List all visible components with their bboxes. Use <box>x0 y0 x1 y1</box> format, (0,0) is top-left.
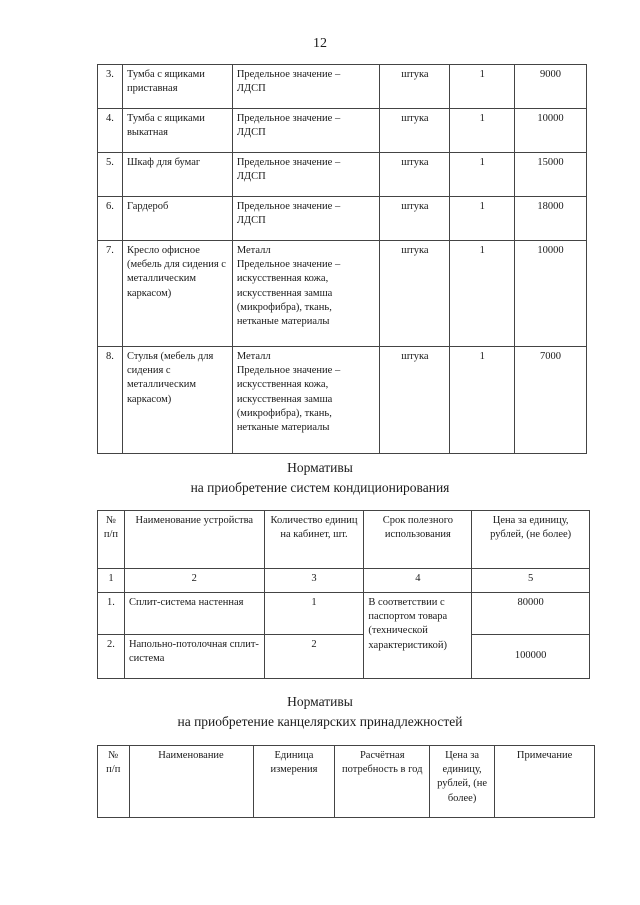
table-row <box>98 635 590 679</box>
item-name: Стулья (мебель для сидения с металлическим каркасом) <box>122 347 232 454</box>
column-number: 4 <box>364 569 472 593</box>
column-number: 3 <box>264 569 364 593</box>
item-unit: штука <box>380 109 450 153</box>
header-cell: Цена за единицу, рублей, (не более) <box>430 746 495 818</box>
item-qty: 1 <box>450 153 515 197</box>
item-unit: штука <box>380 65 450 109</box>
item-name: Гардероб <box>122 197 232 241</box>
table-row <box>98 347 587 454</box>
header-row <box>98 746 595 818</box>
header-cell: Единица измерения <box>253 746 335 818</box>
numbering-row <box>98 569 590 593</box>
device-price: 100000 <box>472 635 590 679</box>
table-row <box>98 153 587 197</box>
row-number: 7. <box>98 241 123 347</box>
section-title-line1: Нормативы <box>287 460 353 475</box>
column-number: 2 <box>124 569 264 593</box>
item-name: Шкаф для бумаг <box>122 153 232 197</box>
item-qty: 1 <box>450 347 515 454</box>
row-number: 3. <box>98 65 123 109</box>
item-qty: 1 <box>450 241 515 347</box>
section-title-line2: на приобретение канцелярских принадлежностей <box>177 713 463 729</box>
item-unit: штука <box>380 197 450 241</box>
stationery-table <box>97 745 595 818</box>
item-name: Тумба с ящиками выкатная <box>122 109 232 153</box>
device-qty: 2 <box>264 635 364 679</box>
header-cell: № п/п <box>98 511 125 569</box>
item-material: Предельное значение – ЛДСП <box>232 109 380 153</box>
item-unit: штука <box>380 347 450 454</box>
stationery-section-title <box>0 692 640 731</box>
header-cell: Расчётная потребность в год <box>335 746 430 818</box>
device-name: Напольно-потолочная сплит-система <box>124 635 264 679</box>
table-row <box>98 241 587 347</box>
item-material: Металл Предельное значение – искусственная кожа, искусственная замша (микрофибра), ткань, нетканые материалы <box>232 241 380 347</box>
item-qty: 1 <box>450 197 515 241</box>
item-qty: 1 <box>450 109 515 153</box>
device-qty: 1 <box>264 593 364 635</box>
header-cell: № п/п <box>98 746 130 818</box>
item-unit: штука <box>380 241 450 347</box>
item-name: Кресло офисное (мебель для сидения с металлическим каркасом) <box>122 241 232 347</box>
item-price: 18000 <box>515 197 587 241</box>
header-cell: Количество единиц на кабинет, шт. <box>264 511 364 569</box>
row-number: 1. <box>98 593 125 635</box>
furniture-table <box>97 64 587 454</box>
row-number: 4. <box>98 109 123 153</box>
header-cell: Наименование <box>129 746 253 818</box>
header-cell: Срок полезного использования <box>364 511 472 569</box>
row-number: 5. <box>98 153 123 197</box>
column-number: 5 <box>472 569 590 593</box>
device-name: Сплит-система настенная <box>124 593 264 635</box>
item-price: 9000 <box>515 65 587 109</box>
conditioning-section-title <box>0 458 640 497</box>
item-material: Предельное значение – ЛДСП <box>232 197 380 241</box>
item-price: 10000 <box>515 109 587 153</box>
item-name: Тумба с ящиками приставная <box>122 65 232 109</box>
row-number: 2. <box>98 635 125 679</box>
item-price: 10000 <box>515 241 587 347</box>
header-cell: Цена за единицу, рублей, (не более) <box>472 511 590 569</box>
table-row <box>98 593 590 635</box>
table-row <box>98 65 587 109</box>
header-cell: Наименование устройства <box>124 511 264 569</box>
item-material: Металл Предельное значение – искусственная кожа, искусственная замша (микрофибра), ткань, нетканые материалы <box>232 347 380 454</box>
item-material: Предельное значение – ЛДСП <box>232 153 380 197</box>
header-row <box>98 511 590 569</box>
service-life: В соответствии с паспортом товара (технической характеристикой) <box>364 593 472 679</box>
page-number: 12 <box>313 36 327 51</box>
item-qty: 1 <box>450 65 515 109</box>
item-unit: штука <box>380 153 450 197</box>
item-price: 7000 <box>515 347 587 454</box>
row-number: 6. <box>98 197 123 241</box>
column-number: 1 <box>98 569 125 593</box>
conditioning-table <box>97 510 590 679</box>
device-price: 80000 <box>472 593 590 635</box>
section-title-line1: Нормативы <box>287 694 353 709</box>
item-price: 15000 <box>515 153 587 197</box>
row-number: 8. <box>98 347 123 454</box>
item-material: Предельное значение – ЛДСП <box>232 65 380 109</box>
table-row <box>98 197 587 241</box>
section-title-line2: на приобретение систем кондиционирования <box>190 479 450 495</box>
table-row <box>98 109 587 153</box>
header-cell: Примечание <box>495 746 595 818</box>
